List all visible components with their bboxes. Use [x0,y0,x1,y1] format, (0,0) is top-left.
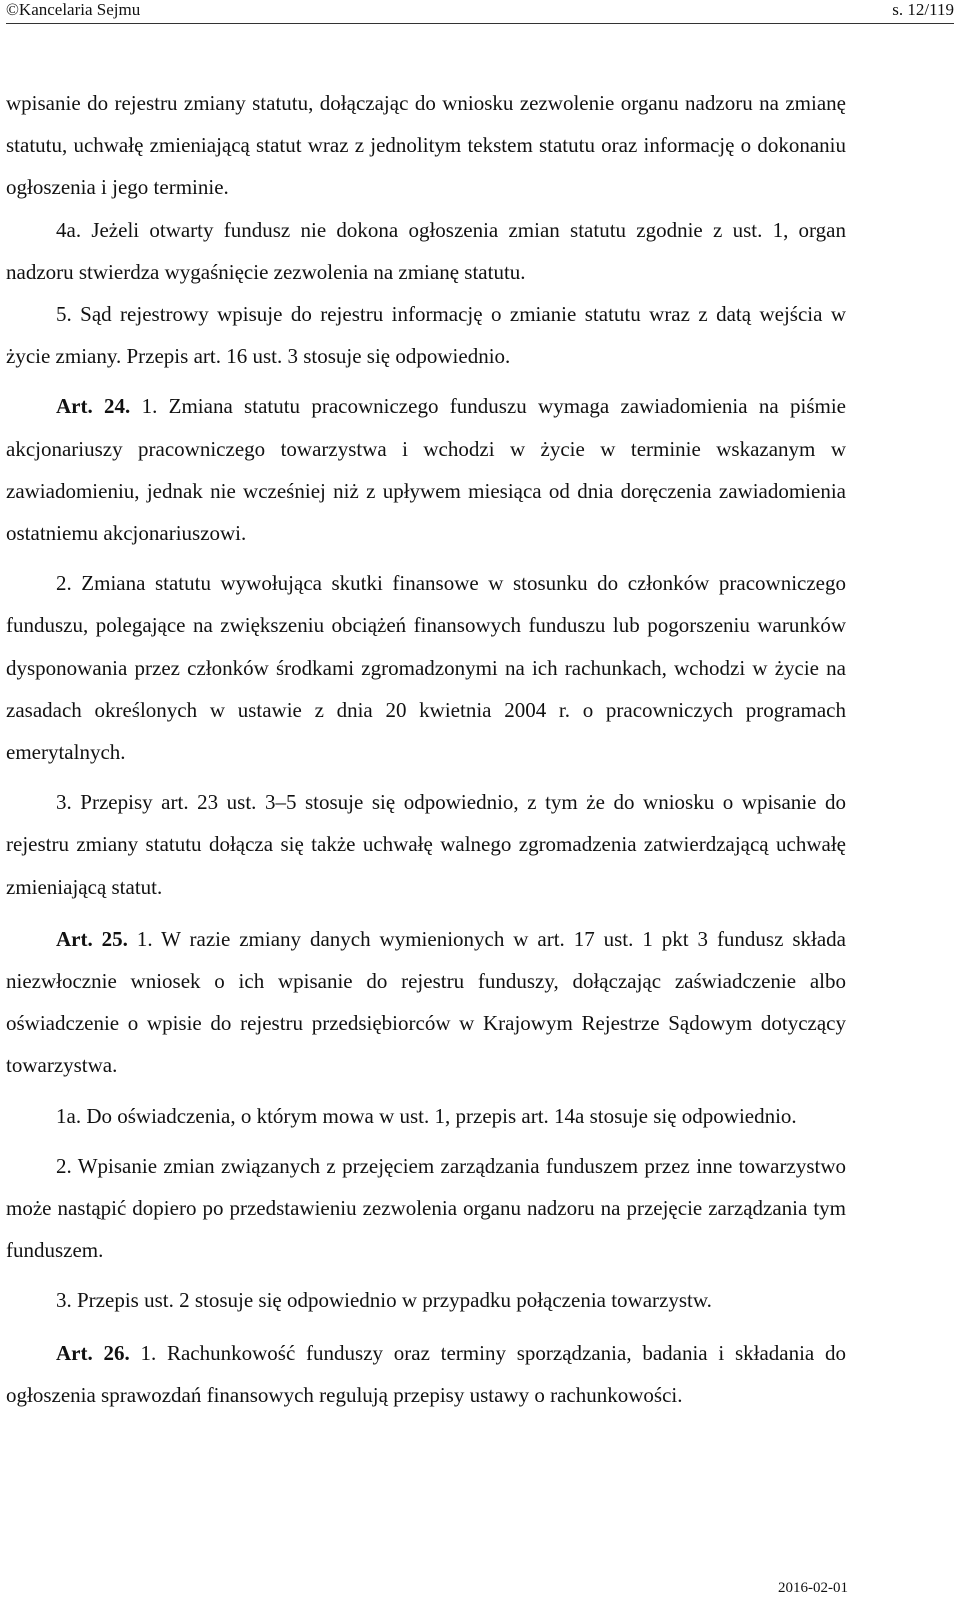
article-24-ust-3: 3. Przepisy art. 23 ust. 3–5 stosuje się odpowiednio, z tym że do wniosku o wpisanie do rejestru zmiany statutu dołącza się także uchwałę walnego zgromadzenia zatwierdzającą uchwałę zmieniającą statut. [6,790,846,899]
article-24-label: Art. 24. [56,394,131,419]
page-number: s. 12/119 [892,0,954,19]
article-25-ust-1a: 1a. Do oświadczenia, o którym mowa w ust. 1, przepis art. 14a stosuje się odpowiednio. [56,1103,797,1128]
spacer [6,554,846,562]
spacer [6,1087,846,1095]
article-26-text: 1. Rachunkowość funduszy oraz terminy sporządzania, badania i składania do ogłoszenia sprawozdań finansowych regulują przepisy ustawy o rachunkowości. [6,1340,846,1407]
page-header [6,0,954,22]
article-25-ust-1 [6,918,846,1087]
spacer [6,377,846,385]
spacer [6,1322,846,1332]
spacer [6,1137,846,1145]
article-26-ust-1 [6,1332,846,1416]
spacer [6,773,846,781]
article-24-ust-1 [6,385,846,554]
article-25-label: Art. 25. [56,926,128,951]
paragraph-continuation: wpisanie do rejestru zmiany statutu, dołączając do wniosku zezwolenie organu nadzoru na zmianę statutu, uchwałę zmieniającą statut wraz z jednolitym tekstem statutu oraz informację o dokonaniu ogłoszenia i jego terminie. [6,91,846,200]
article-25-ust-2: 2. Wpisanie zmian związanych z przejęciem zarządzania funduszem przez inne towarzystwo może nastąpić dopiero po przedstawieniu zezwolenia organu nadzoru na przejęcie zarządzania tym funduszem. [6,1153,846,1263]
paragraph-ust-4a: 4a. Jeżeli otwarty fundusz nie dokona ogłoszenia zmian statutu zgodnie z ust. 1, organ nadzoru stwierdza wygaśnięcie zezwolenia na zmianę statutu. [6,217,846,284]
copyright-label: ©Kancelaria Sejmu [6,0,141,19]
article-24-ust-2: 2. Zmiana statutu wywołująca skutki finansowe w stosunku do członków pracowniczego funduszu, polegające na zwiększeniu obciążeń finansowych funduszu lub pogorszeniu warunków dysponowania przez członków środkami zgromadzonymi na ich rachunkach, wchodzi w życie na zasadach określonych w ustawie z dnia 20 kwietnia 2004 r. o pracowniczych programach emerytalnych. [6,571,846,765]
article-26-label: Art. 26. [56,1340,130,1365]
header-divider [6,23,954,24]
article-25-ust-3: 3. Przepis ust. 2 stosuje się odpowiednio w przypadku połączenia towarzystw. [56,1288,712,1313]
document-body [6,82,846,1416]
spacer [6,1271,846,1279]
spacer [6,908,846,918]
article-24-text: 1. Zmiana statutu pracowniczego funduszu wymaga zawiadomienia na piśmie akcjonariuszy pracowniczego towarzystwa i wchodzi w życie w terminie wskazanym w zawiadomieniu, jednak nie wcześniej niż z upływem miesiąca od dnia doręczenia zawiadomienia ostatniemu akcjonariuszowi. [6,394,846,546]
footer-date: 2016-02-01 [778,1580,848,1596]
paragraph-ust-5: 5. Sąd rejestrowy wpisuje do rejestru informację o zmianie statutu wraz z datą wejścia w życie zmiany. Przepis art. 16 ust. 3 stosuje się odpowiednio. [6,302,846,369]
article-25-text: 1. W razie zmiany danych wymienionych w art. 17 ust. 1 pkt 3 fundusz składa niezwłocznie wniosek o ich wpisanie do rejestru funduszy, dołączając zaświadczenie albo oświadczenie o wpisie do rejestru przedsiębiorców w Krajowym Rejestrze Sądowym dotyczący towarzystwa. [6,926,847,1078]
